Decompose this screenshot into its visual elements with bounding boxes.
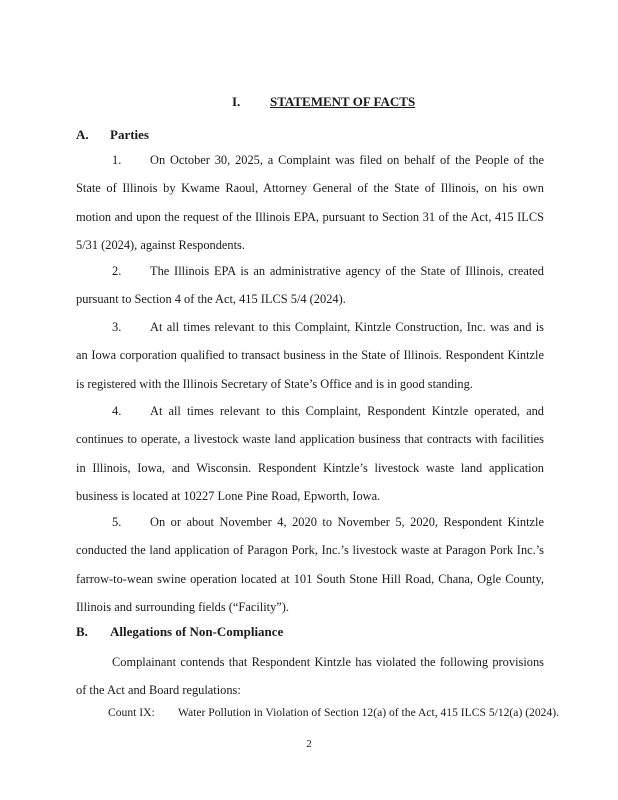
subsection-allegations [76, 624, 283, 640]
paragraph-number: 3. [112, 320, 122, 334]
paragraph-2 [76, 257, 544, 314]
subsection-letter: A. [76, 127, 89, 142]
paragraph-text: At all times relevant to this Complaint, Kintzle Construction, Inc. was and is an Iowa corporation qualified to transact business in the State of Illinois. Respondent Kintzle is registered with the Illinois Secretary of State’s Office and is in good standing. [76, 320, 544, 391]
paragraph-number: 5. [112, 515, 122, 529]
subsection-letter: B. [76, 624, 88, 639]
count-text: Water Pollution in Violation of Section 12(a) of the Act, 415 ILCS 5/12(a) (2024). [178, 706, 560, 719]
subsection-parties [76, 127, 149, 143]
paragraph-3 [76, 313, 544, 398]
heading-number: I. [232, 94, 241, 109]
count-item [108, 706, 559, 719]
allegations-intro: Complainant contends that Respondent Kintzle has violated the following provisions of the Act and Board regulations: [76, 655, 544, 698]
paragraph-text: The Illinois EPA is an administrative agency of the State of Illinois, created pursuant to Section 4 of the Act, 415 ILCS 5/4 (2024). [76, 264, 544, 307]
paragraph-number: 4. [112, 404, 122, 418]
subsection-title: Parties [110, 127, 149, 142]
paragraph-number: 2. [112, 264, 122, 278]
subsection-title: Allegations of Non-Compliance [110, 624, 284, 639]
paragraph-text: At all times relevant to this Complaint, Respondent Kintzle operated, and continues to operate, a livestock waste land application business that contracts with facilities in Illinois, Iowa, and Wisconsin. Respondent Kintzle’s livestock waste land application business is located at 10227 Lone Pine Road, Epworth, Iowa. [76, 404, 544, 503]
paragraph-text: On October 30, 2025, a Complaint was filed on behalf of the People of the State of Illinois by Kwame Raoul, Attorney General of the State of Illinois, on his own motion and upon the request of the Illinois EPA, pursuant to Section 31 of the Act, 415 ILCS 5/31 (2024), against Respondents. [76, 153, 544, 252]
paragraph-4 [76, 397, 544, 510]
paragraph-1 [76, 146, 544, 259]
paragraph-5 [76, 508, 544, 621]
count-label: Count IX: [108, 706, 155, 719]
paragraph-number: 1. [112, 153, 122, 167]
heading-title: STATEMENT OF FACTS [270, 94, 416, 109]
paragraph-text: On or about November 4, 2020 to November 5, 2020, Respondent Kintzle conducted the land application of Paragon Pork, Inc.’s livestock waste at Paragon Pork Inc.’s farrow-to-wean swine operation located at 101 South Stone Hill Road, Chana, Ogle County, Illinois and surrounding fields (“Facility”). [76, 515, 544, 614]
page-number: 2 [306, 738, 312, 750]
